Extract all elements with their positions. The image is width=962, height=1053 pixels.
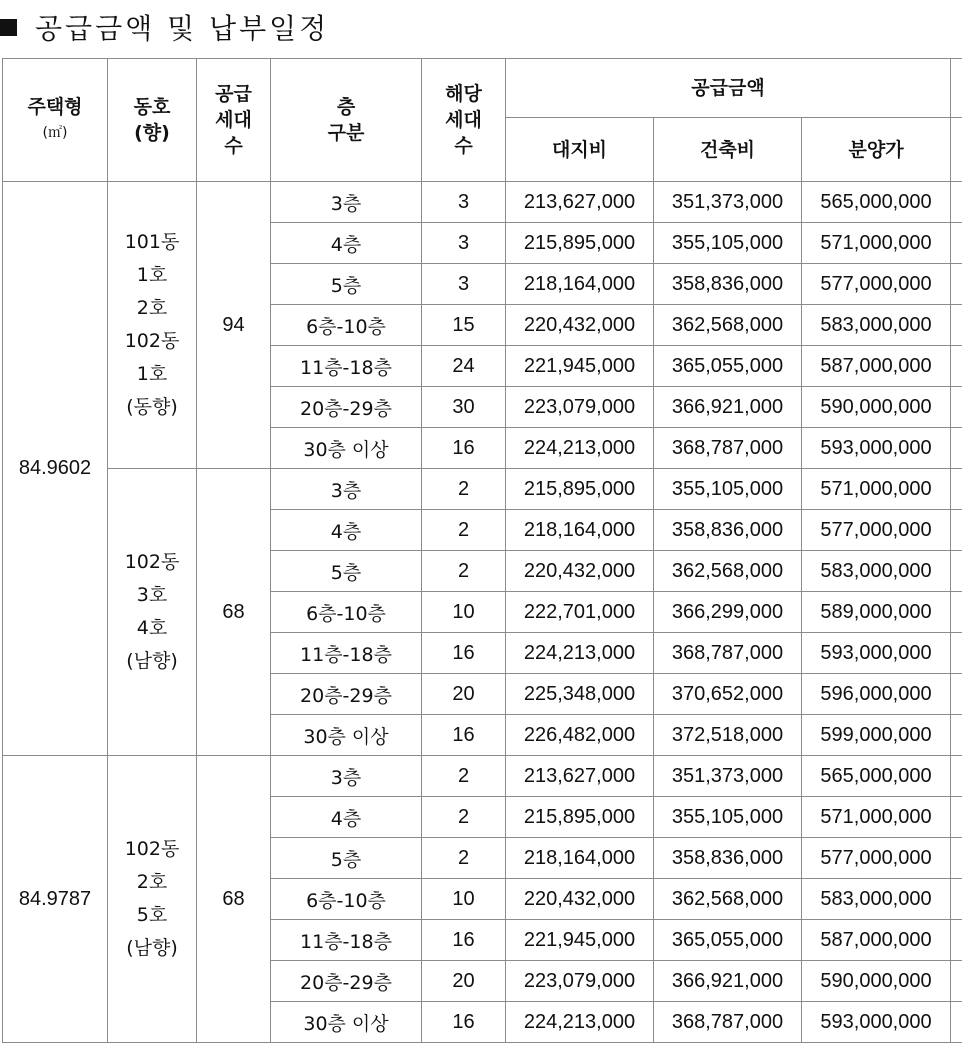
units-cell: 2 [422, 756, 506, 797]
table-row [3, 469, 962, 510]
cut-off-cell [951, 674, 962, 715]
sale-price-cell: 587,000,000 [802, 920, 951, 961]
dongho-line: 102동 [124, 838, 180, 860]
land-price-cell: 223,079,000 [506, 961, 654, 1002]
land-price-cell: 218,164,000 [506, 838, 654, 879]
floor-cell: 20층-29층 [271, 674, 422, 715]
land-price-cell: 218,164,000 [506, 264, 654, 305]
floor-cell: 20층-29층 [271, 961, 422, 1002]
cut-off-cell [951, 469, 962, 510]
units-cell: 3 [422, 223, 506, 264]
section-title [0, 0, 962, 54]
cut-off-cell [951, 182, 962, 223]
sale-price-cell: 599,000,000 [802, 715, 951, 756]
cut-off-cell [951, 756, 962, 797]
header-units-line: 수 [454, 135, 473, 157]
floor-cell: 11층-18층 [271, 633, 422, 674]
section-title-text: 공급금액 및 납부일정 [35, 12, 330, 45]
dongho-cell [108, 756, 197, 1043]
building-price-cell: 372,518,000 [654, 715, 802, 756]
cut-off-cell [951, 879, 962, 920]
header-supply-units-line: 수 [224, 135, 243, 157]
sale-price-cell: 565,000,000 [802, 756, 951, 797]
cut-off-cell [951, 633, 962, 674]
header-dongho-label: 동호 [133, 96, 171, 118]
floor-cell: 30층 이상 [271, 1002, 422, 1043]
sale-price-cell: 593,000,000 [802, 633, 951, 674]
units-cell: 20 [422, 674, 506, 715]
header-type-label: 주택형 [27, 96, 83, 118]
cut-off-cell [951, 264, 962, 305]
supply-price-table [2, 58, 962, 1043]
dongho-line: 2호 [136, 297, 168, 319]
land-price-cell: 224,213,000 [506, 1002, 654, 1043]
supply-units-cell: 68 [197, 756, 271, 1043]
sale-price-cell: 583,000,000 [802, 551, 951, 592]
sale-price-cell: 590,000,000 [802, 961, 951, 1002]
dongho-line: 2호 [136, 871, 168, 893]
land-price-cell: 220,432,000 [506, 305, 654, 346]
header-supply-units-line: 공급 [215, 83, 252, 105]
header-land: 대지비 [506, 118, 654, 182]
header-supply-units [197, 59, 271, 182]
units-cell: 3 [422, 264, 506, 305]
building-price-cell: 366,921,000 [654, 961, 802, 1002]
sale-price-cell: 596,000,000 [802, 674, 951, 715]
land-price-cell: 215,895,000 [506, 469, 654, 510]
cut-off-cell [951, 223, 962, 264]
header-supply-units-line: 세대 [215, 109, 252, 131]
land-price-cell: 218,164,000 [506, 510, 654, 551]
land-price-cell: 213,627,000 [506, 182, 654, 223]
floor-cell: 20층-29층 [271, 387, 422, 428]
cut-off-cell [951, 428, 962, 469]
supply-units-cell: 94 [197, 182, 271, 469]
dongho-cell [108, 469, 197, 756]
cut-off-cell [951, 510, 962, 551]
type-cell: 84.9602 [3, 182, 108, 756]
cut-off-cell [951, 715, 962, 756]
building-price-cell: 362,568,000 [654, 879, 802, 920]
header-floor [271, 59, 422, 182]
dongho-line: 1호 [136, 363, 168, 385]
land-price-cell: 220,432,000 [506, 879, 654, 920]
units-cell: 2 [422, 510, 506, 551]
sale-price-cell: 583,000,000 [802, 305, 951, 346]
units-cell: 10 [422, 879, 506, 920]
header-units-line: 해당 [445, 83, 482, 105]
building-price-cell: 351,373,000 [654, 756, 802, 797]
dongho-line: 101동 [124, 231, 180, 253]
dongho-line: 102동 [124, 551, 180, 573]
building-price-cell: 362,568,000 [654, 305, 802, 346]
building-price-cell: 358,836,000 [654, 264, 802, 305]
dongho-line: 102동 [124, 330, 180, 352]
sale-price-cell: 589,000,000 [802, 592, 951, 633]
units-cell: 2 [422, 838, 506, 879]
floor-cell: 3층 [271, 182, 422, 223]
cut-off-cell [951, 305, 962, 346]
building-price-cell: 358,836,000 [654, 510, 802, 551]
units-cell: 3 [422, 182, 506, 223]
sale-price-cell: 593,000,000 [802, 428, 951, 469]
units-cell: 30 [422, 387, 506, 428]
units-cell: 20 [422, 961, 506, 1002]
header-units-line: 세대 [445, 109, 482, 131]
dongho-line: (남향) [126, 937, 178, 959]
table-body [3, 182, 962, 1043]
building-price-cell: 355,105,000 [654, 223, 802, 264]
floor-cell: 30층 이상 [271, 715, 422, 756]
cut-off-cell [951, 346, 962, 387]
building-price-cell: 370,652,000 [654, 674, 802, 715]
building-price-cell: 368,787,000 [654, 428, 802, 469]
supply-units-cell: 68 [197, 469, 271, 756]
table-row [3, 182, 962, 223]
land-price-cell: 213,627,000 [506, 756, 654, 797]
black-square-icon [0, 19, 17, 36]
header-floor-line: 구분 [327, 122, 365, 144]
units-cell: 16 [422, 920, 506, 961]
sale-price-cell: 565,000,000 [802, 182, 951, 223]
floor-cell: 6층-10층 [271, 305, 422, 346]
type-cell: 84.9787 [3, 756, 108, 1043]
header-sale: 분양가 [802, 118, 951, 182]
land-price-cell: 223,079,000 [506, 387, 654, 428]
land-price-cell: 224,213,000 [506, 633, 654, 674]
units-cell: 2 [422, 551, 506, 592]
building-price-cell: 366,299,000 [654, 592, 802, 633]
header-floor-line: 층 [336, 96, 356, 118]
building-price-cell: 365,055,000 [654, 920, 802, 961]
header-type [3, 59, 108, 182]
header-type-unit: (㎡) [42, 125, 68, 141]
floor-cell: 5층 [271, 264, 422, 305]
header-cut-off-cell [951, 118, 962, 182]
floor-cell: 4층 [271, 510, 422, 551]
header-cut-off-cell [951, 59, 962, 118]
dongho-line: 4호 [136, 617, 168, 639]
cut-off-cell [951, 551, 962, 592]
sale-price-cell: 577,000,000 [802, 838, 951, 879]
land-price-cell: 215,895,000 [506, 797, 654, 838]
units-cell: 10 [422, 592, 506, 633]
units-cell: 15 [422, 305, 506, 346]
units-cell: 16 [422, 428, 506, 469]
dongho-line: 3호 [136, 584, 168, 606]
land-price-cell: 220,432,000 [506, 551, 654, 592]
floor-cell: 5층 [271, 838, 422, 879]
sale-price-cell: 577,000,000 [802, 510, 951, 551]
floor-cell: 6층-10층 [271, 592, 422, 633]
table-row [3, 756, 962, 797]
sale-price-cell: 577,000,000 [802, 264, 951, 305]
header-units [422, 59, 506, 182]
floor-cell: 5층 [271, 551, 422, 592]
dongho-line: (남향) [126, 650, 178, 672]
floor-cell: 3층 [271, 756, 422, 797]
sale-price-cell: 587,000,000 [802, 346, 951, 387]
floor-cell: 11층-18층 [271, 920, 422, 961]
dongho-line: (동향) [126, 396, 178, 418]
building-price-cell: 362,568,000 [654, 551, 802, 592]
land-price-cell: 222,701,000 [506, 592, 654, 633]
land-price-cell: 226,482,000 [506, 715, 654, 756]
header-dongho [108, 59, 197, 182]
units-cell: 16 [422, 1002, 506, 1043]
building-price-cell: 355,105,000 [654, 797, 802, 838]
land-price-cell: 221,945,000 [506, 346, 654, 387]
building-price-cell: 365,055,000 [654, 346, 802, 387]
floor-cell: 4층 [271, 797, 422, 838]
sale-price-cell: 571,000,000 [802, 223, 951, 264]
units-cell: 16 [422, 633, 506, 674]
floor-cell: 6층-10층 [271, 879, 422, 920]
land-price-cell: 221,945,000 [506, 920, 654, 961]
cut-off-cell [951, 838, 962, 879]
units-cell: 24 [422, 346, 506, 387]
cut-off-cell [951, 920, 962, 961]
building-price-cell: 366,921,000 [654, 387, 802, 428]
cut-off-cell [951, 592, 962, 633]
building-price-cell: 368,787,000 [654, 1002, 802, 1043]
floor-cell: 4층 [271, 223, 422, 264]
building-price-cell: 351,373,000 [654, 182, 802, 223]
cut-off-cell [951, 1002, 962, 1043]
sale-price-cell: 593,000,000 [802, 1002, 951, 1043]
sale-price-cell: 590,000,000 [802, 387, 951, 428]
land-price-cell: 224,213,000 [506, 428, 654, 469]
floor-cell: 11층-18층 [271, 346, 422, 387]
dongho-line: 5호 [136, 904, 168, 926]
sale-price-cell: 571,000,000 [802, 469, 951, 510]
units-cell: 2 [422, 797, 506, 838]
land-price-cell: 225,348,000 [506, 674, 654, 715]
units-cell: 2 [422, 469, 506, 510]
cut-off-cell [951, 797, 962, 838]
sale-price-cell: 583,000,000 [802, 879, 951, 920]
cut-off-cell [951, 961, 962, 1002]
dongho-line: 1호 [136, 264, 168, 286]
sale-price-cell: 571,000,000 [802, 797, 951, 838]
cut-off-cell [951, 387, 962, 428]
building-price-cell: 368,787,000 [654, 633, 802, 674]
header-building: 건축비 [654, 118, 802, 182]
dongho-cell [108, 182, 197, 469]
header-dongho-sub: (향) [134, 122, 170, 144]
building-price-cell: 355,105,000 [654, 469, 802, 510]
land-price-cell: 215,895,000 [506, 223, 654, 264]
floor-cell: 3층 [271, 469, 422, 510]
floor-cell: 30층 이상 [271, 428, 422, 469]
header-price-group: 공급금액 [506, 59, 951, 118]
building-price-cell: 358,836,000 [654, 838, 802, 879]
units-cell: 16 [422, 715, 506, 756]
